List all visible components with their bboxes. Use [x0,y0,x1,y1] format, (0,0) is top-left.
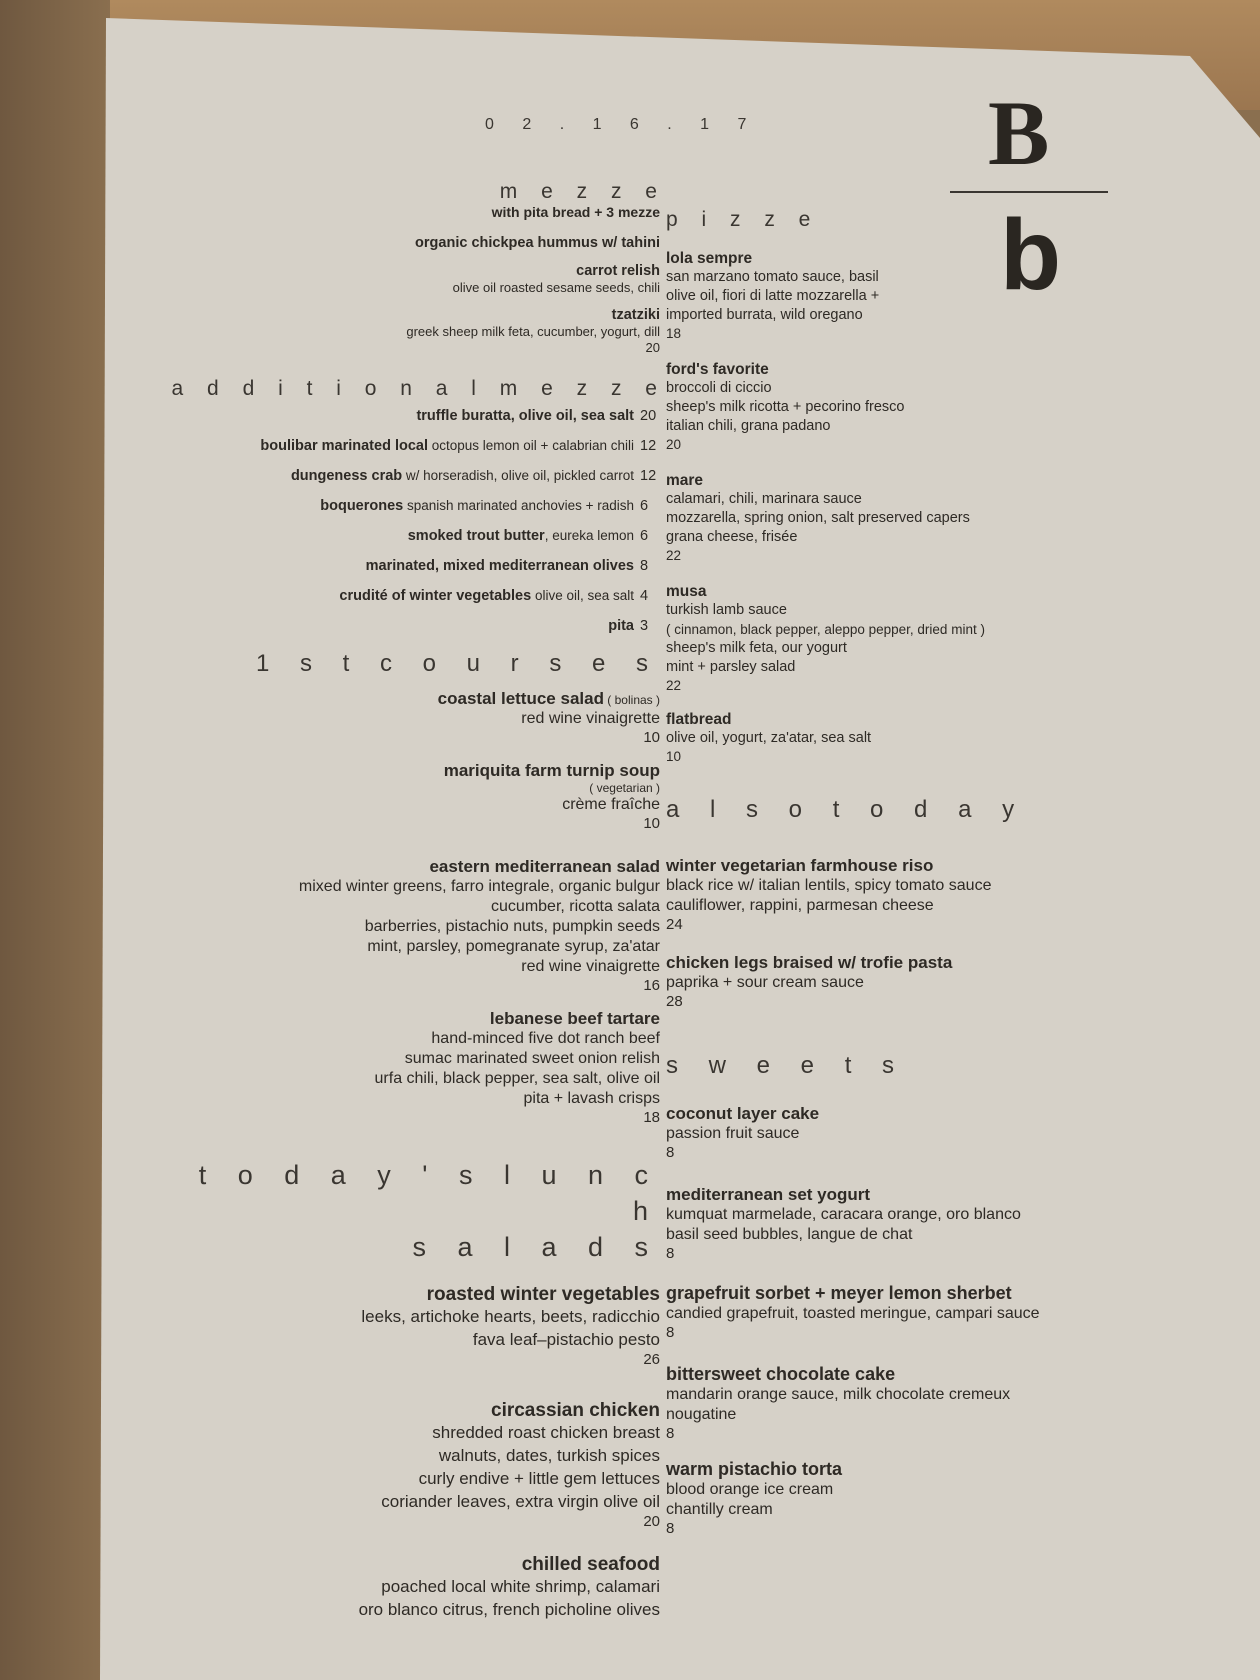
menu-item [666,1459,1226,1538]
section-title-mezze: m e z z e [499,180,666,203]
item-desc: ( cinnamon, black pepper, aleppo pepper, dried mint ) [666,622,985,637]
mezze-list [170,234,660,355]
item-name: carrot relish [576,263,660,279]
item-price: 6 [640,498,649,514]
item-price: 28 [666,993,683,1010]
menu-item [170,1285,660,1369]
item-desc: calamari, chili, marinara sauce [666,491,862,507]
item-name: circassian chicken [491,1400,660,1421]
item-desc: chantilly cream [666,1501,773,1518]
additional-mezze-list [170,401,660,641]
item-desc: sheep's milk feta, our yogurt [666,640,847,656]
item-name: pita [608,618,634,634]
item-desc: crème fraîche [562,796,660,813]
pizze-list [666,249,1226,765]
item-desc: mandarin orange sauce, milk chocolate cremeux [666,1386,1011,1403]
menu-item [170,401,660,431]
item-price: 8 [666,1520,675,1537]
also-today-list [666,855,1226,1011]
menu-item [666,471,1226,564]
item-price: 24 [666,916,683,933]
item-price: 20 [666,437,682,452]
item-desc: olive oil, yogurt, za'atar, sea salt [666,730,872,746]
item-name: tzatziki [611,307,660,323]
item-desc: paprika + sour cream sauce [666,974,864,991]
item-price: 8 [666,1324,675,1341]
menu-date: 0 2 . 1 6 . 1 7 [485,116,759,133]
item-price: 8 [666,1245,675,1262]
item-desc: mint, parsley, pomegranate syrup, za'atar [367,938,660,955]
menu-item [666,855,1226,934]
menu-item [170,431,660,461]
item-price: 12 [640,468,657,484]
item-price: 20 [643,1513,660,1530]
item-desc: hand-minced five dot ranch beef [431,1030,660,1047]
item-desc: cauliflower, rappini, parmesan cheese [666,897,934,914]
section-title-sweets: s w e e t s [666,1052,907,1079]
section-title-additional-mezze: a d d i t i o n a l m e z z e [171,377,666,400]
item-name: smoked trout butter [407,528,545,544]
menu-item [170,521,660,551]
item-name: chilled seafood [521,1554,660,1575]
item-desc: w/ horseradish, olive oil, pickled carrot [402,468,634,483]
item-desc: mozzarella, spring onion, salt preserved capers [666,510,970,526]
logo-lower: b [1000,199,1062,311]
item-name: ford's favorite [666,361,769,378]
menu-item [666,1184,1226,1263]
item-desc: coriander leaves, extra virgin olive oil [381,1492,660,1511]
table-surface-left [0,0,110,1680]
menu-item [170,306,660,355]
item-desc: nougatine [666,1406,737,1423]
item-desc: walnuts, dates, turkish spices [438,1446,660,1465]
item-desc: olive oil, sea salt [531,588,634,603]
item-desc: poached local white shrimp, calamari [381,1577,660,1596]
menu-item [170,761,660,833]
item-desc: grana cheese, frisée [666,529,798,545]
item-name: lola sempre [666,250,753,267]
item-name: grapefruit sorbet + meyer lemon sherbet [666,1283,1012,1303]
item-desc: greek sheep milk feta, cucumber, yogurt, dill [406,324,660,339]
item-desc: shredded roast chicken breast [432,1423,660,1442]
section-title-also-today: a l s o t o d a y [666,796,1027,823]
item-price: 20 [640,408,657,424]
item-desc: kumquat marmelade, caracara orange, oro blanco [666,1206,1021,1223]
item-desc: red wine vinaigrette [521,710,660,727]
menu-item [666,1364,1226,1443]
item-desc: mixed winter greens, farro integrale, organic bulgur [298,878,660,895]
item-name: lebanese beef tartare [489,1009,660,1028]
item-desc: red wine vinaigrette [521,958,660,975]
menu-item [170,857,660,995]
item-desc: san marzano tomato sauce, basil [666,269,879,285]
item-name: eastern mediterranean salad [429,857,660,876]
item-name: flatbread [666,711,732,728]
item-name: winter vegetarian farmhouse riso [666,856,934,875]
menu-item [666,582,1226,694]
menu-item [666,710,1226,765]
item-name: crudité of winter vegetables [339,588,532,604]
item-desc: black rice w/ italian lentils, spicy tomato sauce [666,877,992,894]
item-desc: olive oil, fiori di latte mozzarella + [666,288,880,304]
item-desc: mint + parsley salad [666,659,796,675]
menu-item [170,611,660,641]
item-desc: leeks, artichoke hearts, beets, radicchio [361,1307,660,1326]
item-name: musa [666,583,707,600]
item-price: 20 [645,340,660,355]
item-price: 10 [643,815,660,832]
menu-item [170,581,660,611]
item-price: 8 [640,558,649,574]
item-desc: italian chili, grana padano [666,418,831,434]
item-note: ( bolinas ) [603,693,660,707]
item-price: 3 [640,618,649,634]
item-price: 8 [666,1144,675,1161]
item-name: coconut layer cake [666,1104,820,1123]
menu-item [666,249,1226,342]
item-name: bittersweet chocolate cake [666,1364,896,1384]
logo-upper: B [988,82,1050,184]
item-price: 10 [666,749,682,764]
item-name: organic chickpea hummus w/ tahini [415,235,660,251]
item-price: 6 [640,528,649,544]
item-name: roasted winter vegetables [426,1284,660,1305]
menu-item [170,1401,660,1531]
menu-item [666,360,1226,453]
item-name: marinated, mixed mediterranean olives [365,558,634,574]
sweets-list [666,1103,1226,1538]
menu-item [170,461,660,491]
menu-item [170,1009,660,1127]
left-column [170,180,666,1631]
item-desc: spanish marinated anchovies + radish [403,498,634,513]
item-price: 22 [666,548,682,563]
section-title-lunch-salads: t o d a y ' s l u n c h [198,1160,660,1226]
item-name: mediterranean set yogurt [666,1185,871,1204]
item-note: ( vegetarian ) [589,781,660,795]
section-title-pizze: p i z z e [666,208,820,231]
item-name: mare [666,472,704,489]
item-desc: oro blanco citrus, french picholine olives [358,1600,660,1619]
item-price: 18 [666,326,682,341]
item-desc: turkish lamb sauce [666,602,787,618]
section-title-first-courses: 1 s t c o u r s e s [255,650,660,677]
item-desc: pita + lavash crisps [523,1090,660,1107]
menu-item [170,1555,660,1621]
item-desc: sheep's milk ricotta + pecorino fresco [666,399,905,415]
item-desc: cucumber, ricotta salata [491,898,660,915]
item-desc: imported burrata, wild oregano [666,307,863,323]
item-desc: basil seed bubbles, langue de chat [666,1226,913,1243]
right-column [666,205,1226,1548]
item-desc: olive oil roasted sesame seeds, chili [452,280,660,295]
item-desc: urfa chili, black pepper, sea salt, olive oil [374,1070,660,1087]
item-desc: , eureka lemon [544,528,634,543]
menu-item [170,234,660,252]
first-courses-list [170,689,660,1127]
item-name: boquerones [320,498,404,514]
logo-divider [950,191,1108,193]
item-desc: octopus lemon oil + calabrian chili [428,438,634,453]
menu-item [170,262,660,296]
item-price: 26 [643,1351,660,1368]
item-desc: fava leaf–pistachio pesto [472,1330,660,1349]
mezze-subtitle: with pita bread + 3 mezze [491,204,660,220]
item-name: mariquita farm turnip soup [443,761,660,780]
item-desc: curly endive + little gem lettuces [418,1469,660,1488]
lunch-salads-list [170,1285,660,1621]
item-price: 8 [666,1425,675,1442]
item-name: chicken legs braised w/ trofie pasta [666,953,953,972]
item-desc: broccoli di ciccio [666,380,772,396]
section-title-lunch-salads-2: s a l a d s [412,1232,660,1262]
item-desc: blood orange ice cream [666,1481,834,1498]
item-name: warm pistachio torta [666,1459,843,1479]
item-price: 22 [666,678,682,693]
item-name: dungeness crab [290,468,403,484]
item-price: 16 [643,977,660,994]
item-desc: sumac marinated sweet onion relish [404,1050,660,1067]
menu-item [666,1283,1226,1342]
menu-item [666,1103,1226,1162]
item-desc: candied grapefruit, toasted meringue, campari sauce [666,1305,1040,1322]
item-price: 18 [643,1109,660,1126]
item-name: boulibar marinated local [260,438,428,454]
item-desc: barberries, pistachio nuts, pumpkin seeds [364,918,660,935]
menu-item [170,689,660,747]
menu-item [666,952,1226,1011]
item-price: 4 [640,588,649,604]
menu-item [170,491,660,521]
item-price: 12 [640,438,657,454]
menu-item [170,551,660,581]
item-price: 10 [643,729,660,746]
item-name: coastal lettuce salad [437,689,604,708]
item-name: truffle buratta, olive oil, sea salt [416,408,634,424]
item-desc: passion fruit sauce [666,1125,800,1142]
